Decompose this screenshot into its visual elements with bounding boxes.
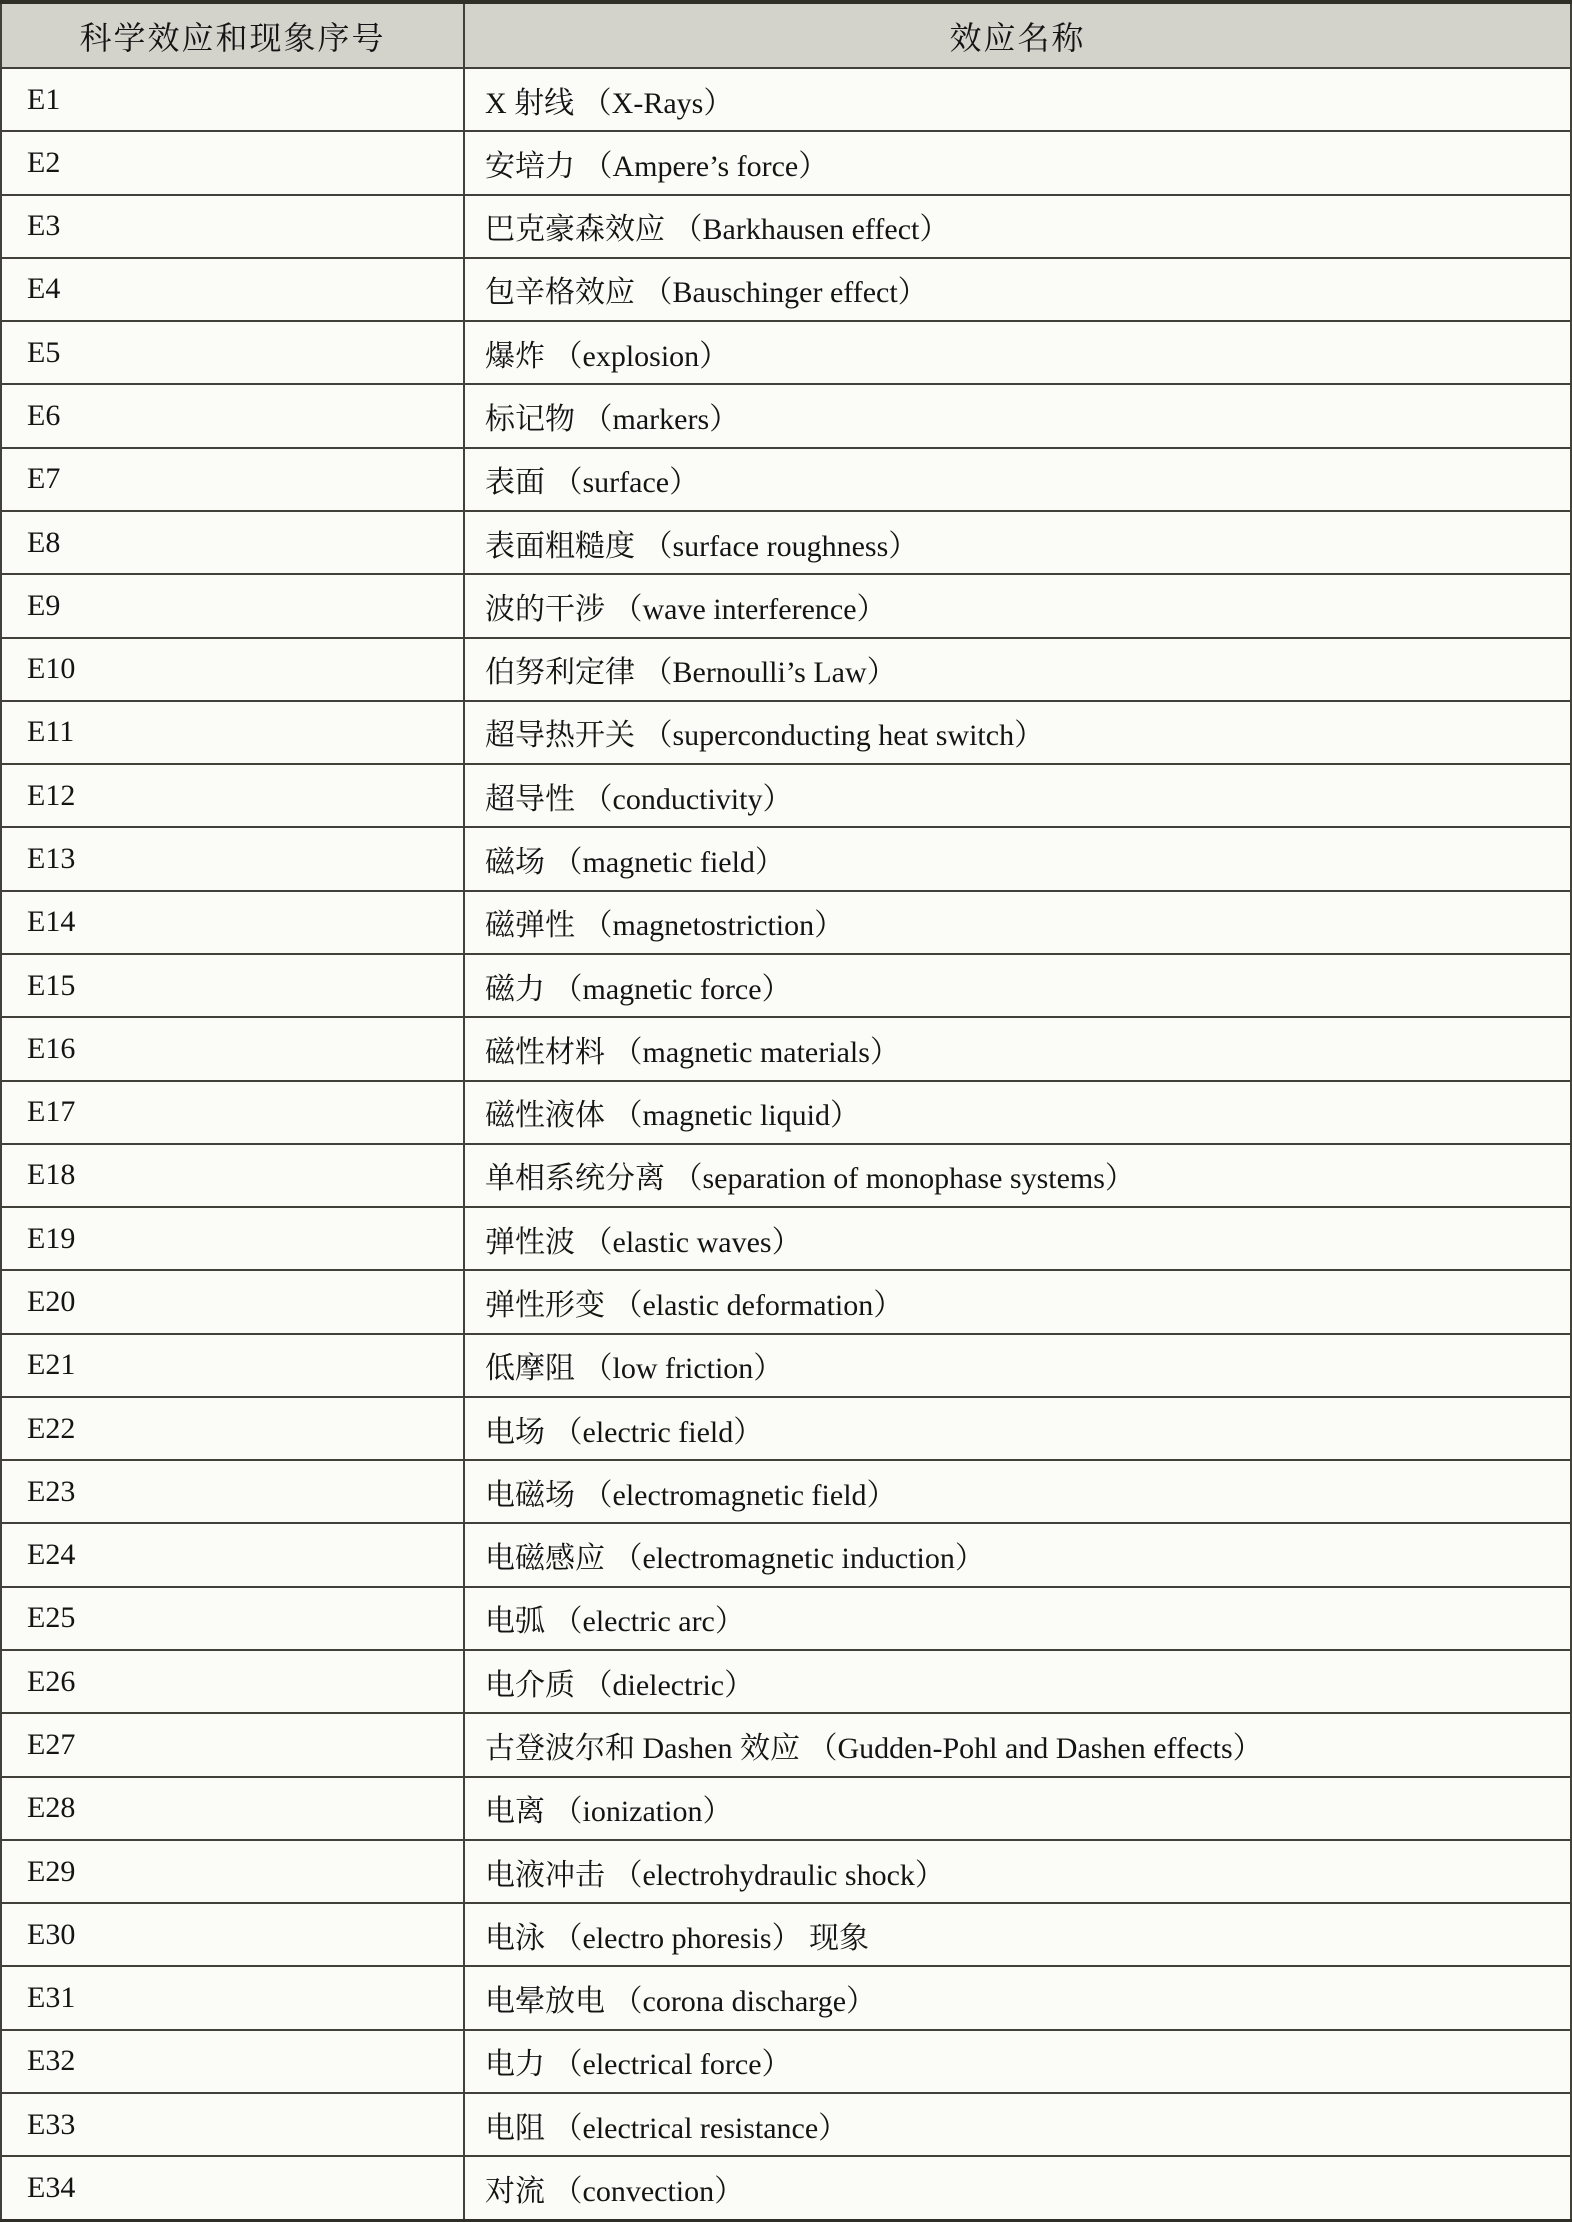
effect-id-cell: E34	[1, 2156, 464, 2220]
header-row	[1, 2, 1571, 68]
table-row	[1, 891, 1571, 954]
effect-name-cell: 电介质 （dielectric）	[464, 1650, 1571, 1713]
column-header-effect-id: 科学效应和现象序号	[1, 2, 464, 68]
effect-id-cell: E33	[1, 2093, 464, 2156]
table-row	[1, 68, 1571, 131]
table-row	[1, 1081, 1571, 1144]
effect-name-cell: 弹性形变 （elastic deformation）	[464, 1270, 1571, 1333]
effect-name-cell: 低摩阻 （low friction）	[464, 1334, 1571, 1397]
effect-id-cell: E10	[1, 638, 464, 701]
effect-id-cell: E31	[1, 1966, 464, 2029]
effect-name-cell: 电泳 （electro phoresis） 现象	[464, 1903, 1571, 1966]
effect-id-cell: E3	[1, 195, 464, 258]
effect-id-cell: E17	[1, 1081, 464, 1144]
effect-name-cell: 对流 （convection）	[464, 2156, 1571, 2220]
effect-id-cell: E9	[1, 574, 464, 637]
effect-name-cell: 超导性 （conductivity）	[464, 764, 1571, 827]
effect-name-cell: 电场 （electric field）	[464, 1397, 1571, 1460]
effect-name-cell: 电磁场 （electromagnetic field）	[464, 1460, 1571, 1523]
effect-id-cell: E14	[1, 891, 464, 954]
effect-id-cell: E11	[1, 701, 464, 764]
effect-name-cell: 表面 （surface）	[464, 448, 1571, 511]
effect-id-cell: E12	[1, 764, 464, 827]
table-row	[1, 448, 1571, 511]
effect-name-cell: 电液冲击 （electrohydraulic shock）	[464, 1840, 1571, 1903]
table-row	[1, 1523, 1571, 1586]
table-row	[1, 638, 1571, 701]
effect-id-cell: E26	[1, 1650, 464, 1713]
effect-name-cell: 弹性波 （elastic waves）	[464, 1207, 1571, 1270]
effect-name-cell: 古登波尔和 Dashen 效应 （Gudden-Pohl and Dashen effects）	[464, 1713, 1571, 1776]
table-row	[1, 701, 1571, 764]
table-row	[1, 1840, 1571, 1903]
table-body	[1, 68, 1571, 2221]
table-row	[1, 1270, 1571, 1333]
table-row	[1, 258, 1571, 321]
effect-name-cell: 安培力 （Ampere’s force）	[464, 131, 1571, 194]
effect-id-cell: E6	[1, 384, 464, 447]
table-row	[1, 1903, 1571, 1966]
effect-id-cell: E8	[1, 511, 464, 574]
table-row	[1, 1777, 1571, 1840]
table-row	[1, 1017, 1571, 1080]
table-row	[1, 321, 1571, 384]
table-row	[1, 827, 1571, 890]
effect-id-cell: E25	[1, 1587, 464, 1650]
effect-name-cell: 标记物 （markers）	[464, 384, 1571, 447]
effect-name-cell: 电弧 （electric arc）	[464, 1587, 1571, 1650]
table-row	[1, 574, 1571, 637]
effect-name-cell: 伯努利定律 （Bernoulli’s Law）	[464, 638, 1571, 701]
effect-id-cell: E4	[1, 258, 464, 321]
table-row	[1, 1650, 1571, 1713]
table-row	[1, 1460, 1571, 1523]
effect-id-cell: E28	[1, 1777, 464, 1840]
column-header-effect-name: 效应名称	[464, 2, 1571, 68]
effect-name-cell: 表面粗糙度 （surface roughness）	[464, 511, 1571, 574]
effect-name-cell: 电力 （electrical force）	[464, 2030, 1571, 2093]
table-row	[1, 131, 1571, 194]
effect-id-cell: E1	[1, 68, 464, 131]
table-row	[1, 1207, 1571, 1270]
effect-name-cell: 磁性液体 （magnetic liquid）	[464, 1081, 1571, 1144]
effect-id-cell: E16	[1, 1017, 464, 1080]
effect-id-cell: E5	[1, 321, 464, 384]
effect-name-cell: 电离 （ionization）	[464, 1777, 1571, 1840]
effect-id-cell: E22	[1, 1397, 464, 1460]
table-row	[1, 1966, 1571, 2029]
effect-id-cell: E15	[1, 954, 464, 1017]
effect-name-cell: 磁力 （magnetic force）	[464, 954, 1571, 1017]
effect-id-cell: E18	[1, 1144, 464, 1207]
effect-id-cell: E24	[1, 1523, 464, 1586]
effect-id-cell: E2	[1, 131, 464, 194]
table-row	[1, 1587, 1571, 1650]
table-row	[1, 2030, 1571, 2093]
table-row	[1, 511, 1571, 574]
table-header	[1, 2, 1571, 68]
effect-id-cell: E7	[1, 448, 464, 511]
table-row	[1, 195, 1571, 258]
effect-id-cell: E21	[1, 1334, 464, 1397]
effect-id-cell: E13	[1, 827, 464, 890]
table-row	[1, 954, 1571, 1017]
effect-id-cell: E19	[1, 1207, 464, 1270]
table-row	[1, 1713, 1571, 1776]
effect-id-cell: E29	[1, 1840, 464, 1903]
effect-name-cell: 磁弹性 （magnetostriction）	[464, 891, 1571, 954]
effect-id-cell: E20	[1, 1270, 464, 1333]
table-row	[1, 2156, 1571, 2220]
effect-name-cell: 电磁感应 （electromagnetic induction）	[464, 1523, 1571, 1586]
table-row	[1, 764, 1571, 827]
effect-name-cell: 磁场 （magnetic field）	[464, 827, 1571, 890]
effect-id-cell: E23	[1, 1460, 464, 1523]
effect-name-cell: 单相系统分离 （separation of monophase systems）	[464, 1144, 1571, 1207]
effect-name-cell: 巴克豪森效应 （Barkhausen effect）	[464, 195, 1571, 258]
effect-name-cell: X 射线 （X-Rays）	[464, 68, 1571, 131]
table-row	[1, 2093, 1571, 2156]
table-row	[1, 1144, 1571, 1207]
effect-id-cell: E32	[1, 2030, 464, 2093]
effect-name-cell: 超导热开关 （superconducting heat switch）	[464, 701, 1571, 764]
effect-name-cell: 波的干涉 （wave interference）	[464, 574, 1571, 637]
table-row	[1, 1334, 1571, 1397]
table-row	[1, 384, 1571, 447]
effect-name-cell: 电阻 （electrical resistance）	[464, 2093, 1571, 2156]
effect-id-cell: E27	[1, 1713, 464, 1776]
effect-name-cell: 包辛格效应 （Bauschinger effect）	[464, 258, 1571, 321]
effect-name-cell: 爆炸 （explosion）	[464, 321, 1571, 384]
effect-name-cell: 磁性材料 （magnetic materials）	[464, 1017, 1571, 1080]
table-row	[1, 1397, 1571, 1460]
effect-name-cell: 电晕放电 （corona discharge）	[464, 1966, 1571, 2029]
effect-id-cell: E30	[1, 1903, 464, 1966]
